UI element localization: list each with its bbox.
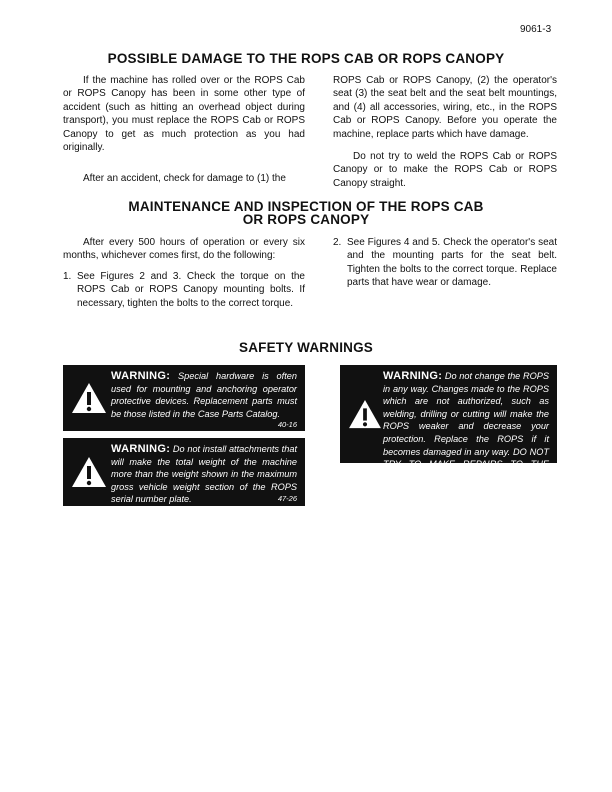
section-title-safety: SAFETY WARNINGS <box>238 340 373 355</box>
warning-body: Special hardware is often used for mounting and anchoring operator protective devices. Replacement parts must be those listed in the Case Parts Catalog. <box>111 371 297 419</box>
warning-label: WARNING: <box>383 370 443 382</box>
paragraph: After an accident, check for damage to (1) the <box>83 173 286 184</box>
paragraph: If the machine has rolled over or the ROPS Cab or ROPS Canopy has been in some other type of accident (such as hitting an overhead object during transport), you must replace the ROPS Cab or ROPS Canopy to get as much protection as you had originally. <box>63 75 305 154</box>
warning-triangle-icon <box>71 382 107 414</box>
warning-box <box>63 365 305 431</box>
warning-code: 40-16 <box>277 420 297 430</box>
warning-text <box>383 370 549 493</box>
list-item <box>63 270 305 310</box>
warning-box <box>63 438 305 506</box>
warning-label: WARNING: <box>111 370 171 382</box>
title-line: OR ROPS CANOPY <box>242 212 370 227</box>
warning-triangle-icon <box>348 399 382 429</box>
section-title-damage: POSSIBLE DAMAGE TO THE ROPS CAB OR ROPS CANOPY <box>107 51 505 66</box>
list-text: See Figures 4 and 5. Check the operator's seat and the mounting parts for the seat belt. Tighten the bolts to the correct torque. Replace parts that have wear or damage. <box>347 237 557 289</box>
warning-body: Do not change the ROPS in any way. Changes made to the ROPS which are not authorized, such as welding, drilling or cutting will make the ROPS weaker and decrease your protection. Replace the ROPS if it becomes damaged in any way. DO NOT TRY TO MAKE REPAIRS TO THE ROPS. <box>383 371 549 482</box>
section-title-maintenance <box>0 200 612 226</box>
list-item <box>333 236 557 290</box>
paragraph: Do not try to weld the ROPS Cab or ROPS Canopy or to make the ROPS Cab or ROPS Canopy straight. <box>333 151 557 189</box>
warning-body: Do not install attachments that will make the total weight of the machine more than the weight shown in the maximum gross vehicle weight section of the ROPS serial number plate. <box>111 444 297 505</box>
list-text: See Figures 2 and 3. Check the torque on the ROPS Cab or ROPS Canopy mounting bolts. If necessary, tighten the bolts to the correct torque. <box>77 271 305 309</box>
list-number: 2. <box>333 237 342 248</box>
warning-code: 47-26 <box>277 493 297 503</box>
warning-box <box>340 365 557 493</box>
paragraph: After every 500 hours of operation or every six months, whichever comes first, do the following: <box>63 237 305 262</box>
warning-label: WARNING: <box>111 443 171 455</box>
warning-text <box>111 370 297 430</box>
warning-text <box>111 443 297 504</box>
paragraph: ROPS Cab or ROPS Canopy, (2) the operator's seat (3) the seat belt and the seat belt mountings, and (4) all accessories, wiring, etc., in the ROPS Cab or ROPS Canopy. Before you operate the machine, replace parts which have damage. <box>333 75 557 140</box>
list-number: 1. <box>63 271 72 282</box>
title-line: MAINTENANCE AND INSPECTION OF THE ROPS CAB <box>128 199 484 214</box>
warning-code: 47-25 <box>529 483 549 493</box>
page-number: 9061-3 <box>520 24 552 35</box>
warning-triangle-icon <box>71 456 107 488</box>
